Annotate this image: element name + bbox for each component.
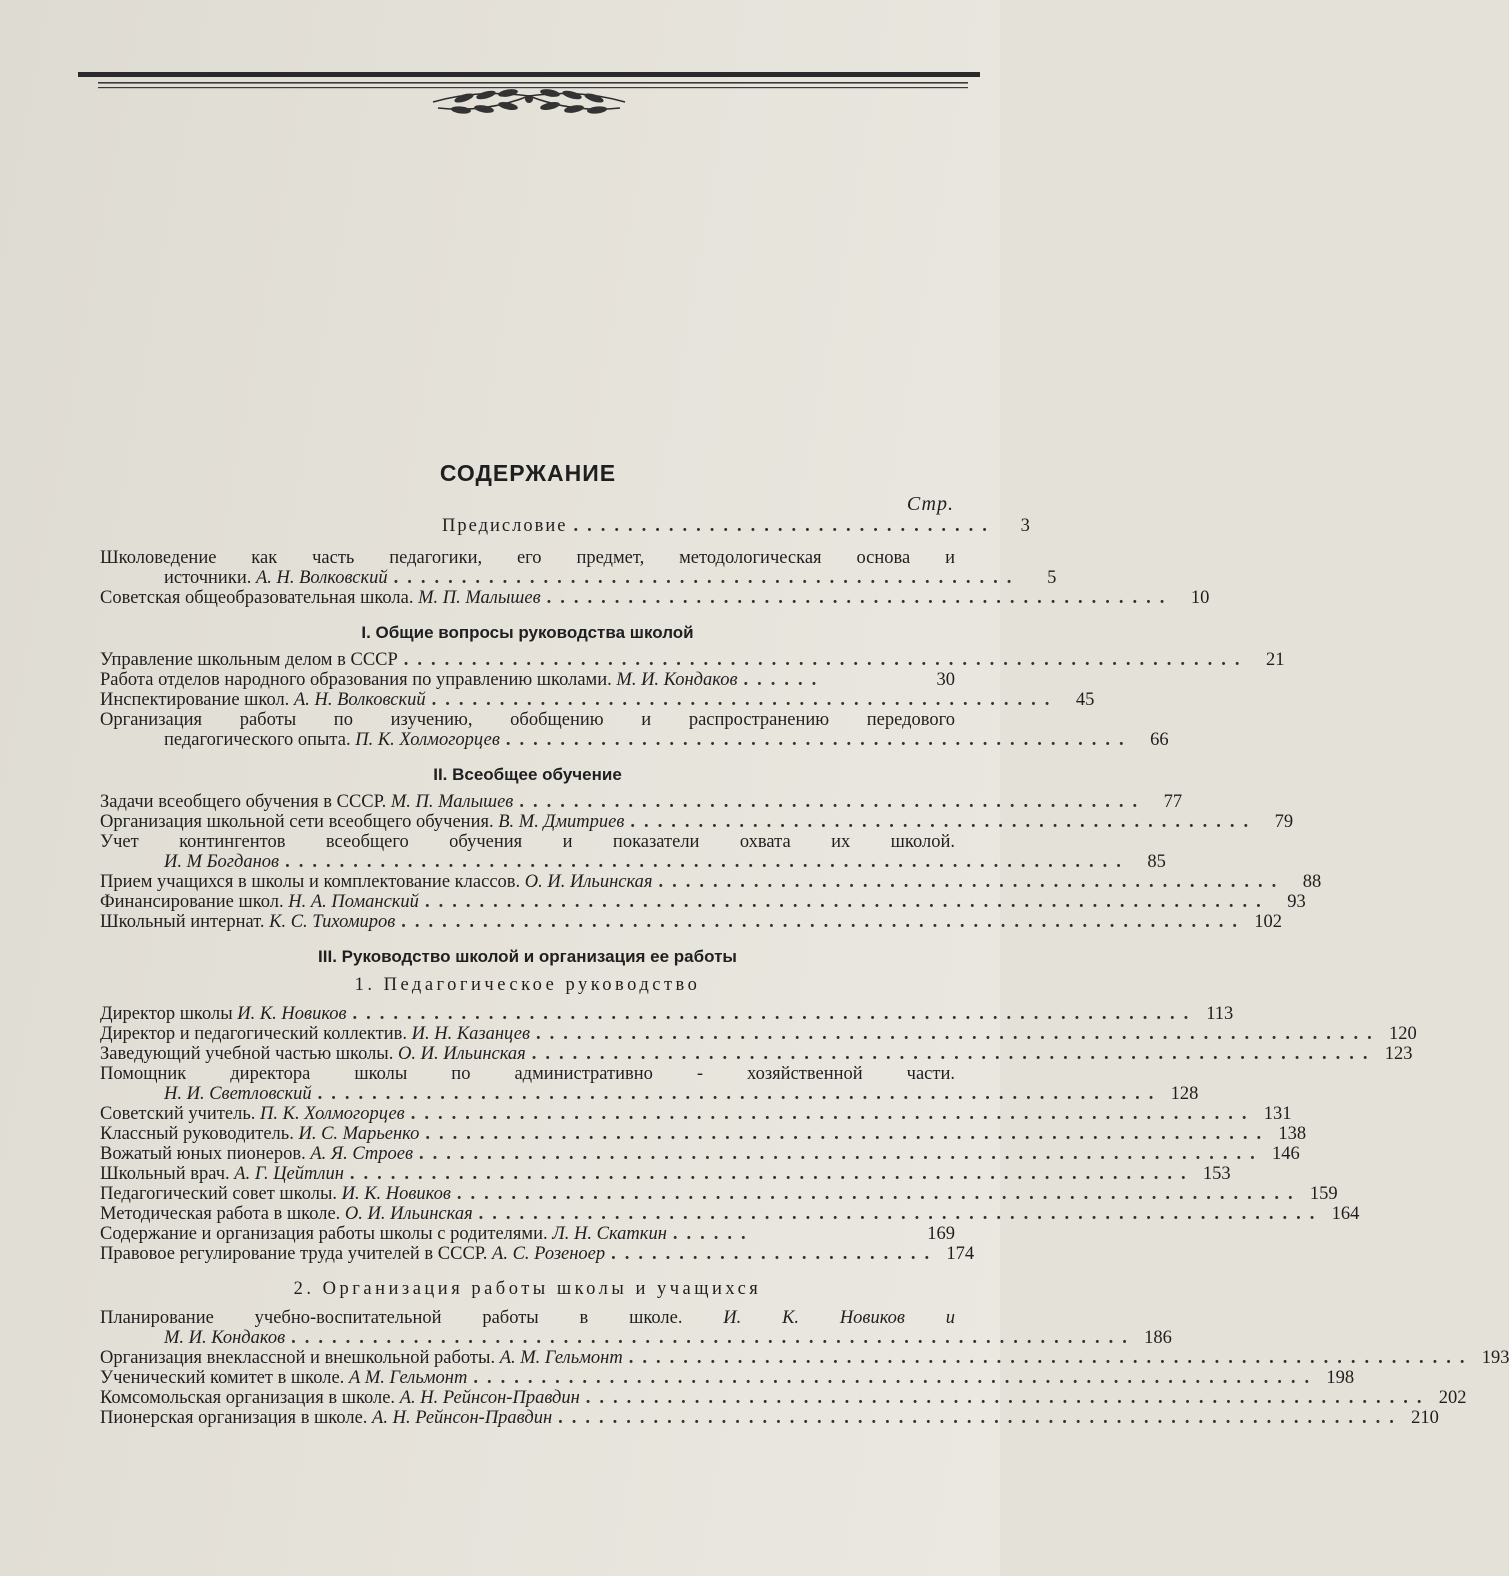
page-number: 93 bbox=[1287, 892, 1306, 912]
toc-entry[interactable] bbox=[100, 1388, 1467, 1408]
page-number: 30 bbox=[936, 670, 955, 690]
dot-leader: ...... bbox=[743, 670, 826, 690]
entry-title-line: Планирование учебно-воспитательной работы в школе. bbox=[100, 1308, 683, 1328]
toc-entry-preface[interactable] bbox=[100, 516, 1032, 536]
toc-entry[interactable] bbox=[100, 1308, 1172, 1348]
entry-title: Предисловие bbox=[442, 516, 568, 536]
entry-author: П. К. Холмогорцев bbox=[355, 730, 500, 750]
entry-author: И. К. Новиков bbox=[237, 1004, 347, 1024]
entry-title: Заведующий учебной частью школы. bbox=[100, 1044, 394, 1064]
dot-leader: .............................................................. bbox=[424, 892, 1270, 912]
entry-title: Прием учащихся в школы и комплектование классов. bbox=[100, 872, 521, 892]
entry-title: Пионерская организация в школе. bbox=[100, 1408, 368, 1428]
entry-author: М. И. Кондаков bbox=[164, 1328, 286, 1348]
entry-title: источники. bbox=[164, 568, 252, 588]
toc-entry[interactable] bbox=[100, 792, 1183, 812]
page-number: 174 bbox=[946, 1244, 975, 1264]
dot-leader: ...... bbox=[672, 1224, 755, 1244]
entry-title: Управление школьным делом в СССР bbox=[100, 650, 398, 670]
entry-author: А. Н. Рейнсон-Правдин bbox=[399, 1388, 580, 1408]
entry-title: Педагогический совет школы. bbox=[100, 1184, 338, 1204]
page-number: 10 bbox=[1190, 588, 1210, 608]
entry-title: Методическая работа в школе. bbox=[100, 1204, 341, 1224]
toc-entry[interactable] bbox=[100, 650, 1285, 670]
page-title: СОДЕРЖАНИЕ bbox=[439, 460, 617, 486]
page-number: 21 bbox=[1266, 650, 1285, 670]
dot-leader: .............................................................. bbox=[291, 1328, 1136, 1348]
dot-leader: .............................................. bbox=[505, 730, 1133, 750]
dot-leader: .............................................................. bbox=[478, 1204, 1324, 1224]
entry-title: Задачи всеобщего обучения в СССР. bbox=[100, 792, 387, 812]
page-number: 186 bbox=[1144, 1328, 1172, 1348]
toc-entry[interactable] bbox=[100, 690, 1095, 710]
page-number: 88 bbox=[1302, 872, 1322, 892]
page-number: 138 bbox=[1278, 1124, 1307, 1144]
dot-leader: .............................................................. bbox=[352, 1004, 1198, 1024]
page-number: 113 bbox=[1206, 1004, 1234, 1024]
dot-leader: ............................... bbox=[573, 516, 996, 536]
laurel-ornament-icon bbox=[78, 66, 980, 128]
toc-entry[interactable] bbox=[100, 1184, 1338, 1204]
entry-author: А. Н. Волковский bbox=[255, 568, 388, 588]
entry-title: Школьный врач. bbox=[100, 1164, 230, 1184]
dot-leader: .............................................................. bbox=[473, 1368, 1319, 1388]
entry-author: О. И. Ильинская bbox=[344, 1204, 473, 1224]
entry-title: Директор и педагогический коллектив. bbox=[100, 1024, 407, 1044]
entry-author: И. Н. Казанцев bbox=[411, 1024, 530, 1044]
entry-title: Организация внеклассной и внешкольной работы. bbox=[100, 1348, 496, 1368]
entry-author: М. И. Кондаков bbox=[616, 670, 738, 690]
entry-title-line: Организация работы по изучению, обобщению и распространению передового bbox=[100, 710, 955, 730]
page-number: 123 bbox=[1384, 1044, 1413, 1064]
dot-leader: ........................ bbox=[611, 1244, 939, 1264]
dot-leader: .............................................. bbox=[431, 690, 1059, 710]
page-number: 169 bbox=[927, 1224, 955, 1244]
dot-leader: .............................................................. bbox=[403, 650, 1249, 670]
subsection-heading: 1. Педагогическое руководство bbox=[354, 975, 701, 995]
entry-author: А. С. Розеноер bbox=[492, 1244, 606, 1264]
page-number: 45 bbox=[1075, 690, 1095, 710]
dot-leader: .............................................................. bbox=[419, 1144, 1264, 1164]
page-number: 153 bbox=[1202, 1164, 1231, 1184]
toc-entry[interactable] bbox=[100, 1204, 1360, 1224]
toc-entry[interactable] bbox=[100, 1224, 955, 1244]
entry-title: Комсомольская организация в школе. bbox=[100, 1388, 396, 1408]
subsection-heading: 2. Организация работы школы и учащихся bbox=[293, 1279, 762, 1299]
dot-leader: .............................................................. bbox=[456, 1184, 1302, 1204]
page-number: 128 bbox=[1170, 1084, 1199, 1104]
toc-entry[interactable] bbox=[100, 1408, 1439, 1428]
page-number: 66 bbox=[1150, 730, 1169, 750]
toc-entry[interactable] bbox=[100, 892, 1306, 912]
toc-entry[interactable] bbox=[100, 832, 1166, 872]
toc-entry[interactable] bbox=[100, 1144, 1300, 1164]
toc-entry[interactable] bbox=[100, 670, 955, 690]
dot-leader: .............................................................. bbox=[535, 1024, 1381, 1044]
entry-author: О. И. Ильинская bbox=[398, 1044, 526, 1064]
entry-author: Н. А. Поманский bbox=[288, 892, 419, 912]
entry-title-line: Учет контингентов всеобщего обучения и показатели охвата их школой. bbox=[100, 832, 955, 852]
entry-author: М. П. Малышев bbox=[418, 588, 541, 608]
toc-entry[interactable] bbox=[100, 1164, 1231, 1184]
page-number: 193 bbox=[1481, 1348, 1509, 1368]
entry-author: А. Н. Рейнсон-Правдин bbox=[372, 1408, 553, 1428]
entry-author: К. С. Тихомиров bbox=[269, 912, 396, 932]
toc-entry[interactable] bbox=[100, 1104, 1292, 1124]
dot-leader: .............................................................. bbox=[531, 1044, 1377, 1064]
toc-entry[interactable] bbox=[100, 1348, 1509, 1368]
entry-title: Правовое регулирование труда учителей в СССР. bbox=[100, 1244, 488, 1264]
toc-entry[interactable] bbox=[100, 1024, 1417, 1044]
entry-title-line: Школоведение как часть педагогики, его предмет, методологическая основа и bbox=[100, 548, 955, 568]
entry-author: А. Н. Волковский bbox=[293, 690, 426, 710]
page-number: 120 bbox=[1388, 1024, 1417, 1044]
entry-author: И. С. Марьенко bbox=[298, 1124, 420, 1144]
entry-author: А М. Гельмонт bbox=[348, 1368, 468, 1388]
dot-leader: .............................................................. bbox=[349, 1164, 1195, 1184]
table-of-contents bbox=[100, 516, 1509, 1428]
page-number: 131 bbox=[1263, 1104, 1292, 1124]
toc-entry[interactable] bbox=[100, 588, 1210, 608]
toc-entry[interactable] bbox=[100, 1064, 1199, 1104]
toc-entry[interactable] bbox=[100, 1004, 1234, 1024]
entry-title: Вожатый юных пионеров. bbox=[100, 1144, 306, 1164]
dot-leader: .............................................. bbox=[630, 812, 1258, 832]
entry-title: Советский учитель. bbox=[100, 1104, 256, 1124]
page-number: 3 bbox=[1020, 516, 1032, 536]
entry-title: Работа отделов народного образования по управлению школами. bbox=[100, 670, 612, 690]
entry-title: Школьный интернат. bbox=[100, 912, 265, 932]
page-number: 5 bbox=[1047, 568, 1057, 588]
page-number: 146 bbox=[1272, 1144, 1300, 1164]
dot-leader: .............................................................. bbox=[410, 1104, 1256, 1124]
dot-leader: .............................................................. bbox=[317, 1084, 1163, 1104]
entry-author: В. М. Дмитриев bbox=[498, 812, 625, 832]
entry-title: Советская общеобразовательная школа. bbox=[100, 588, 414, 608]
section-heading: III. Руководство школой и организация ее работы bbox=[318, 947, 737, 966]
entry-author: А. Я. Строев bbox=[310, 1144, 414, 1164]
dot-leader: .............................................................. bbox=[425, 1124, 1271, 1144]
section-heading: II. Всеобщее обучение bbox=[433, 765, 622, 784]
toc-entry[interactable] bbox=[100, 548, 1057, 588]
dot-leader: .............................................................. bbox=[558, 1408, 1403, 1428]
entry-author: Л. Н. Скаткин bbox=[552, 1224, 667, 1244]
page-number: 79 bbox=[1274, 812, 1294, 832]
page-number: 85 bbox=[1147, 852, 1166, 872]
entry-author: Н. И. Светловский bbox=[164, 1084, 312, 1104]
entry-author: И. М Богданов bbox=[164, 852, 280, 872]
dot-leader: .............................................. bbox=[519, 792, 1147, 812]
dot-leader: .............................................................. bbox=[401, 912, 1247, 932]
entry-title: Инспектирование школ. bbox=[100, 690, 290, 710]
entry-author: М. П. Малышев bbox=[390, 792, 514, 812]
toc-entry[interactable] bbox=[100, 1044, 1413, 1064]
page-column-label: Стр. bbox=[906, 493, 954, 515]
toc-entry[interactable] bbox=[100, 812, 1294, 832]
page-number: 210 bbox=[1411, 1408, 1439, 1428]
dot-leader: .............................................. bbox=[546, 588, 1174, 608]
entry-author: П. К. Холмогорцев bbox=[260, 1104, 405, 1124]
page-number: 102 bbox=[1254, 912, 1283, 932]
page-number: 198 bbox=[1326, 1368, 1355, 1388]
section-heading: I. Общие вопросы руководства школой bbox=[361, 623, 694, 642]
entry-author: О. И. Ильинская bbox=[524, 872, 653, 892]
dot-leader: .............................................................. bbox=[285, 852, 1130, 872]
page-number: 202 bbox=[1438, 1388, 1467, 1408]
entry-title-line: Помощник директора школы по административно - хозяйственной части. bbox=[100, 1064, 955, 1084]
entry-title: Содержание и организация работы школы с родителями. bbox=[100, 1224, 548, 1244]
entry-title: Организация школьной сети всеобщего обучения. bbox=[100, 812, 494, 832]
dot-leader: .............................................. bbox=[393, 568, 1021, 588]
toc-entry[interactable] bbox=[100, 1368, 1355, 1388]
page-number: 77 bbox=[1163, 792, 1183, 812]
entry-author: И. К. Новиков bbox=[341, 1184, 451, 1204]
toc-entry[interactable] bbox=[100, 1244, 975, 1264]
toc-entry[interactable] bbox=[100, 1124, 1307, 1144]
entry-title: Ученический комитет в школе. bbox=[100, 1368, 345, 1388]
dot-leader: .............................................. bbox=[658, 872, 1286, 892]
entry-title: педагогического опыта. bbox=[164, 730, 351, 750]
dot-leader: .............................................................. bbox=[628, 1348, 1474, 1368]
entry-author-first: И. К. Новиков и bbox=[723, 1308, 956, 1328]
entry-title: Классный руководитель. bbox=[100, 1124, 294, 1144]
page-number: 159 bbox=[1309, 1184, 1338, 1204]
entry-title: Финансирование школ. bbox=[100, 892, 284, 912]
dot-leader: .............................................................. bbox=[585, 1388, 1431, 1408]
entry-title: Директор школы bbox=[100, 1004, 233, 1024]
toc-entry[interactable] bbox=[100, 710, 1169, 750]
toc-entry[interactable] bbox=[100, 912, 1283, 932]
entry-author: А. Г. Цейтлин bbox=[234, 1164, 344, 1184]
toc-entry[interactable] bbox=[100, 872, 1322, 892]
entry-author: А. М. Гельмонт bbox=[499, 1348, 623, 1368]
page-number: 164 bbox=[1331, 1204, 1360, 1224]
